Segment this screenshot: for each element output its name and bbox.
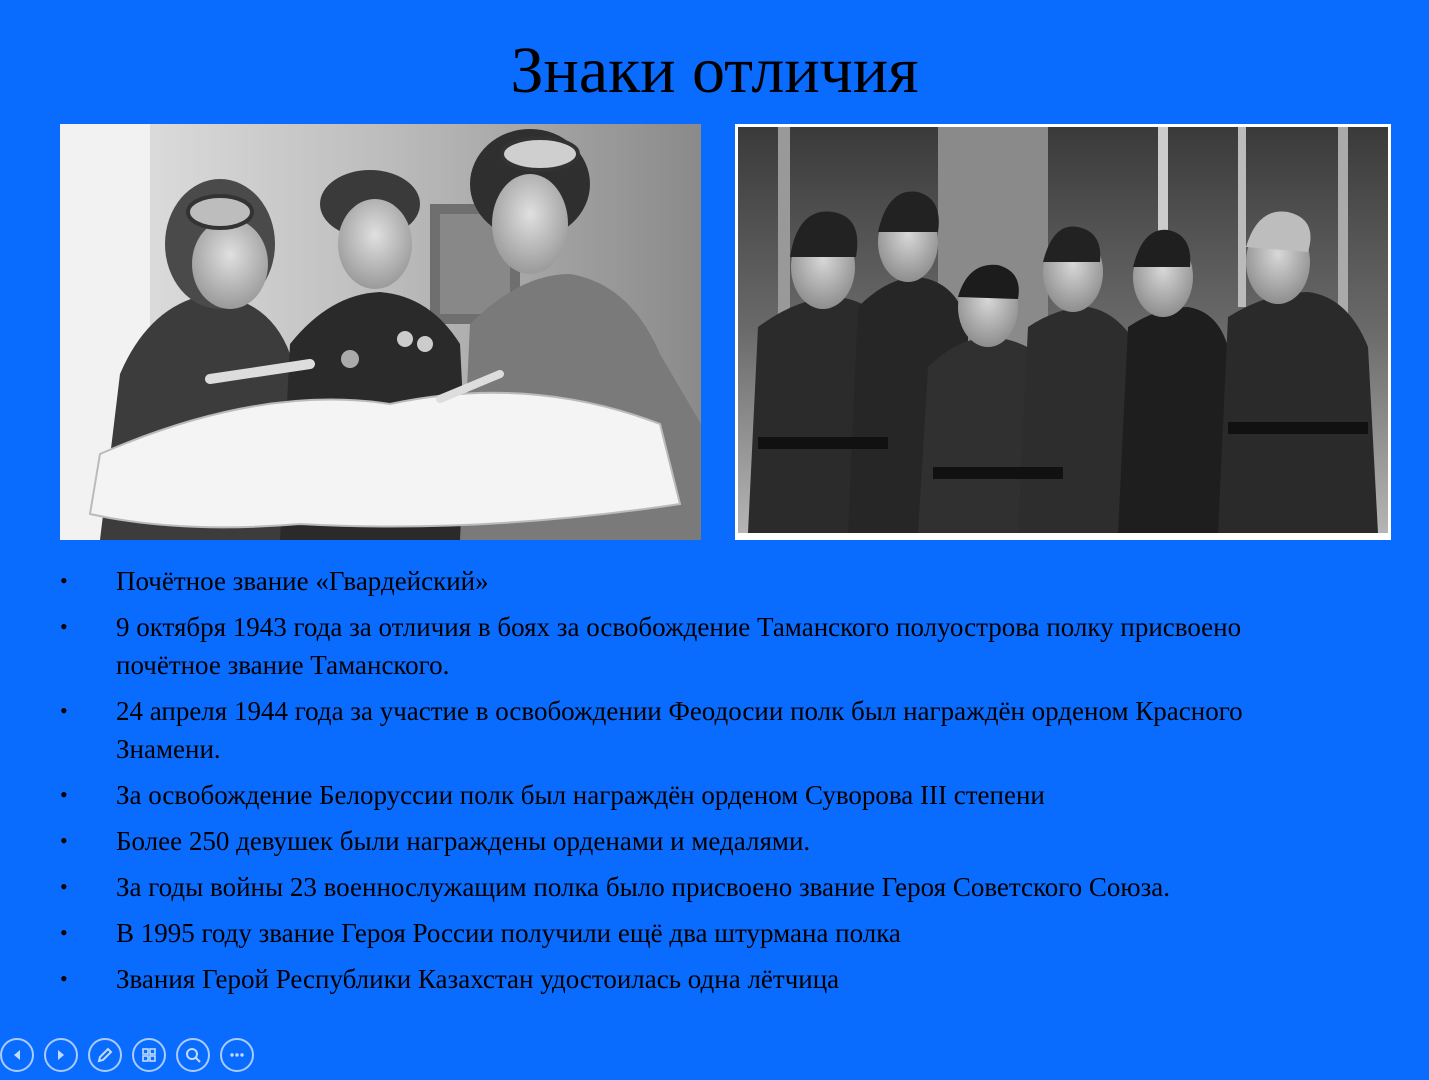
zoom-button[interactable] [176,1038,210,1072]
list-item [0,960,1429,998]
slideshow-navigation [0,1038,254,1074]
pen-button[interactable] [88,1038,122,1072]
bullet-glyph: • [60,874,68,899]
zoom-icon [184,1046,202,1064]
next-slide-button[interactable] [44,1038,78,1072]
bullet-list [0,562,1429,1006]
bullet-text: В 1995 году звание Героя России получили ещё два штурмана полка [116,918,901,948]
bullet-text: 24 апреля 1944 года за участие в освобождении Феодосии полк был награждён орденом Красного Знамени. [116,696,1243,764]
bullet-text: За освобождение Белоруссии полк был награждён орденом Суворова III степени [116,780,1045,810]
bullet-glyph: • [60,920,68,945]
slides-grid-icon [140,1046,158,1064]
three-aviators-with-map-photo [60,124,701,540]
bullet-text: За годы войны 23 военнослужащим полка было присвоено звание Героя Советского Союза. [116,872,1170,902]
bullet-glyph: • [60,828,68,853]
bullet-text: Более 250 девушек были награждены орденами и медалями. [116,826,811,856]
see-all-slides-button[interactable] [132,1038,166,1072]
list-item [0,868,1429,906]
six-servicewomen-group-photo [735,124,1391,540]
bullet-glyph: • [60,568,68,593]
list-item [0,914,1429,952]
pen-icon [96,1046,114,1064]
bullet-glyph: • [60,966,68,991]
more-options-button[interactable] [220,1038,254,1072]
previous-icon [10,1048,24,1062]
previous-slide-button[interactable] [0,1038,34,1072]
bullet-glyph: • [60,782,68,807]
bullet-glyph: • [60,698,68,723]
list-item [0,692,1429,768]
bullet-glyph: • [60,614,68,639]
bullet-text: 9 октября 1943 года за отличия в боях за освобождение Таманского полуострова полку присвоено почётное звание Таманского. [116,612,1242,680]
bullet-text: Почётное звание «Гвардейский» [116,566,489,596]
slide-title: Знаки отличия [510,34,919,107]
list-item [0,562,1429,600]
list-item [0,608,1429,684]
next-icon [54,1048,68,1062]
bullet-text: Звания Герой Республики Казахстан удостоилась одна лётчица [116,964,840,994]
more-icon [228,1046,246,1064]
list-item [0,776,1429,814]
list-item [0,822,1429,860]
